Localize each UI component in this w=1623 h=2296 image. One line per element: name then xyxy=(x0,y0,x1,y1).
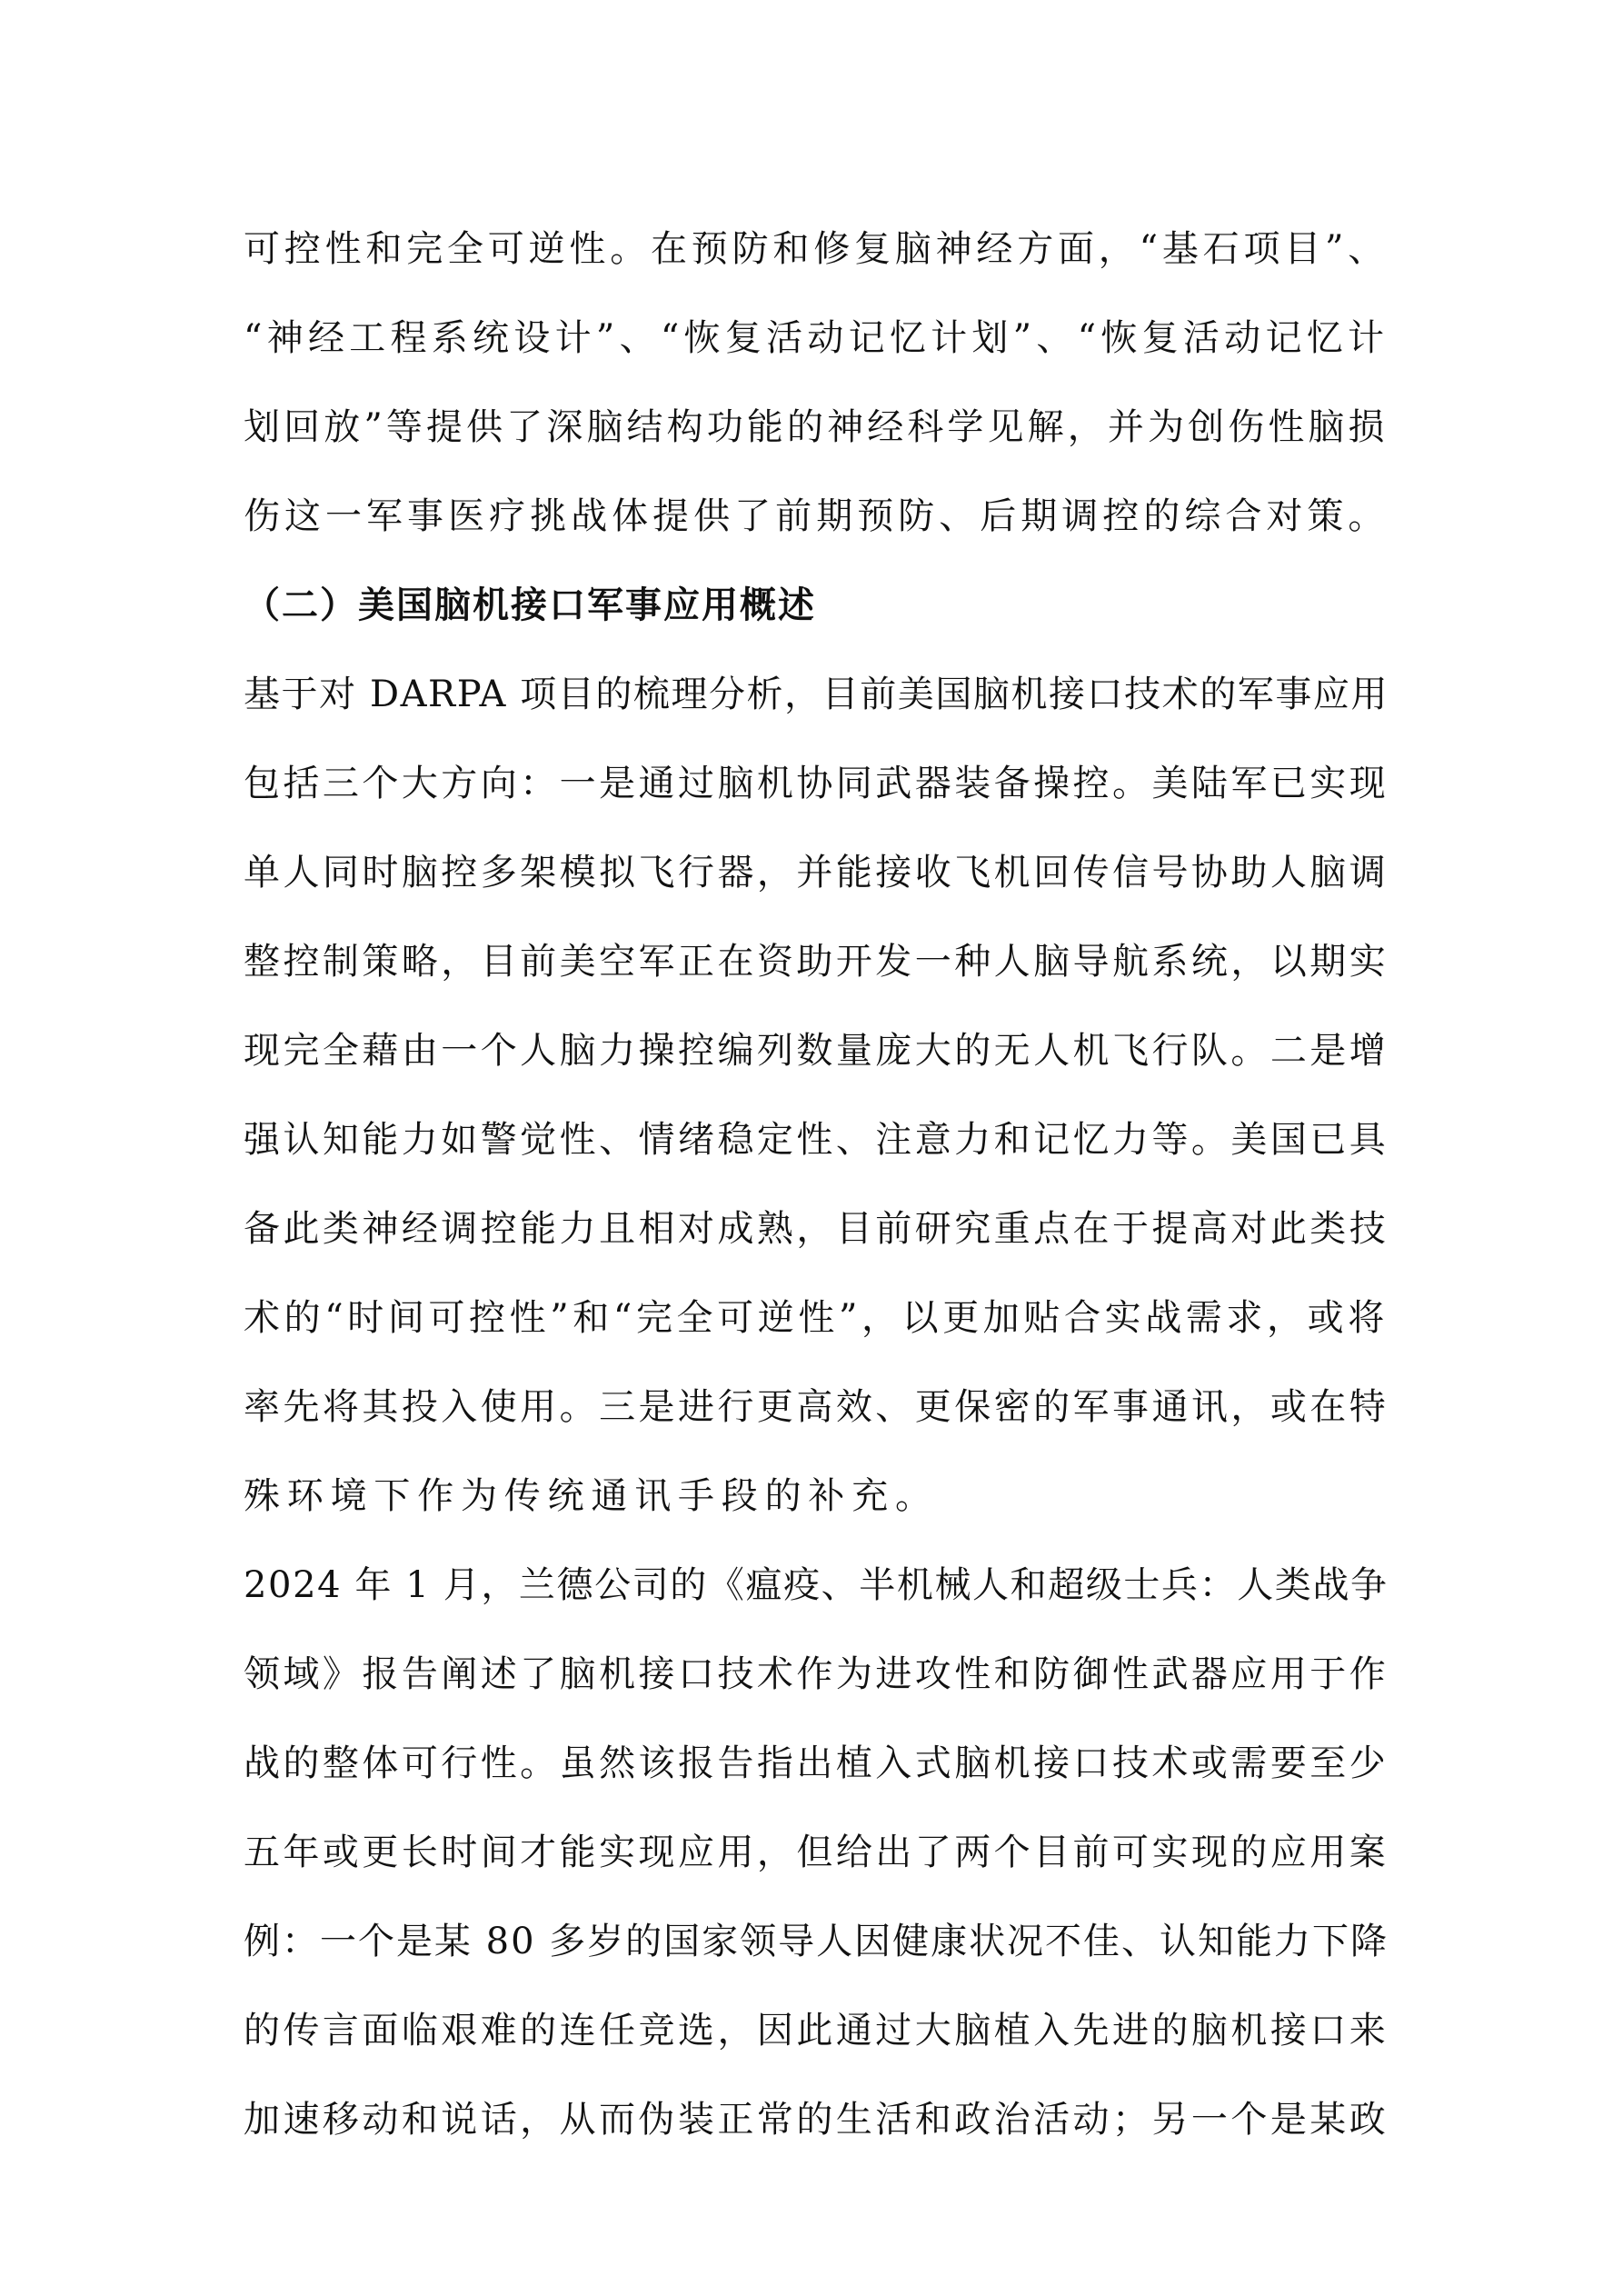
paragraph-3-line-5: 例：一个是某 80 多岁的国家领导人因健康状况不佳、认知能力下降 xyxy=(244,1921,1389,1962)
paragraph-3-line-6: 的传言面临艰难的连任竞选，因此通过大脑植入先进的脑机接口来 xyxy=(244,2010,1389,2051)
paragraph-3-line-4: 五年或更长时间才能实现应用，但给出了两个目前可实现的应用案 xyxy=(244,1832,1389,1873)
paragraph-2-line-6: 强认知能力如警觉性、情绪稳定性、注意力和记忆力等。美国已具 xyxy=(244,1119,1389,1161)
document-body xyxy=(244,205,1389,2164)
paragraph-2-line-8: 术的“时间可控性”和“完全可逆性”，以更加贴合实战需求，或将 xyxy=(244,1297,1389,1339)
paragraph-1-line-1: 可控性和完全可逆性。在预防和修复脑神经方面，“基石项目”、 xyxy=(244,228,1389,270)
paragraph-2-line-3: 单人同时脑控多架模拟飞行器，并能接收飞机回传信号协助人脑调 xyxy=(244,852,1389,893)
paragraph-2-line-7: 备此类神经调控能力且相对成熟，目前研究重点在于提高对此类技 xyxy=(244,1208,1389,1250)
section-heading: （二）美国脑机接口军事应用概述 xyxy=(244,584,816,626)
paragraph-2-line-2: 包括三个大方向：一是通过脑机协同武器装备操控。美陆军已实现 xyxy=(244,763,1389,804)
paragraph-3-line-1: 2024 年 1 月，兰德公司的《瘟疫、半机械人和超级士兵：人类战争 xyxy=(244,1564,1389,1606)
paragraph-2-line-10: 殊环境下作为传统通讯手段的补充。 xyxy=(244,1475,939,1517)
paragraph-2-line-1: 基于对 DARPA 项目的梳理分析，目前美国脑机接口技术的军事应用 xyxy=(244,674,1389,715)
paragraph-2-line-9: 率先将其投入使用。三是进行更高效、更保密的军事通讯，或在特 xyxy=(244,1386,1389,1428)
paragraph-3-line-7: 加速移动和说话，从而伪装正常的生活和政治活动；另一个是某政 xyxy=(244,2099,1389,2141)
paragraph-3-line-3: 战的整体可行性。虽然该报告指出植入式脑机接口技术或需要至少 xyxy=(244,1742,1389,1784)
paragraph-2-line-5: 现完全藉由一个人脑力操控编列数量庞大的无人机飞行队。二是增 xyxy=(244,1030,1389,1072)
paragraph-1-line-4: 伤这一军事医疗挑战体提供了前期预防、后期调控的综合对策。 xyxy=(244,495,1389,537)
paragraph-2-line-4: 整控制策略，目前美空军正在资助开发一种人脑导航系统，以期实 xyxy=(244,941,1389,983)
paragraph-3-line-2: 领域》报告阐述了脑机接口技术作为进攻性和防御性武器应用于作 xyxy=(244,1653,1389,1695)
paragraph-1-line-3: 划回放”等提供了深脑结构功能的神经科学见解，并为创伤性脑损 xyxy=(244,406,1389,448)
paragraph-1-line-2: “神经工程系统设计”、“恢复活动记忆计划”、“恢复活动记忆计 xyxy=(244,317,1389,359)
